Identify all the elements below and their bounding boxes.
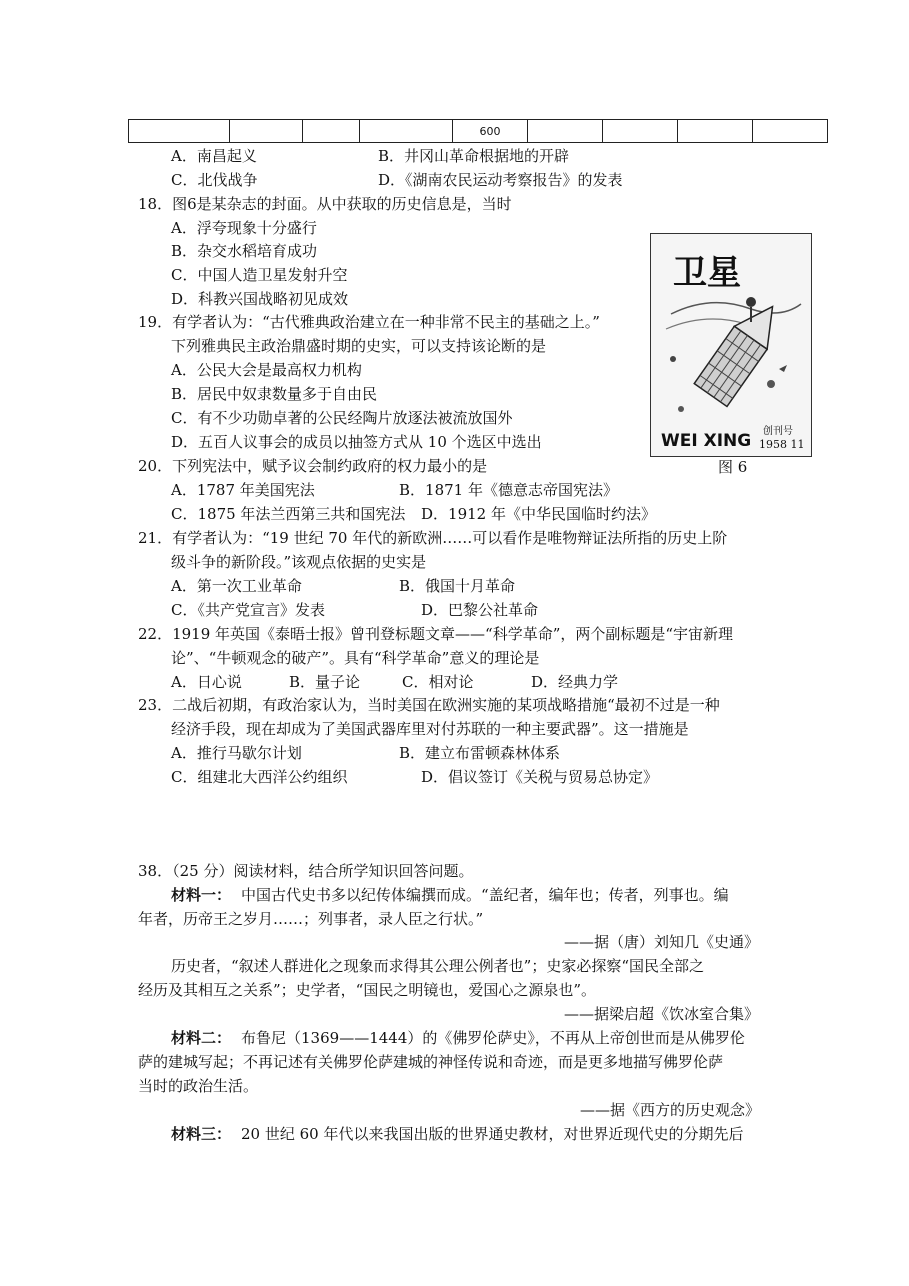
q18-option-d: D．科教兴国战略初见成效: [171, 290, 349, 308]
q20-option-b: B．1871 年《德意志帝国宪法》: [399, 481, 618, 499]
table-cell: 600: [453, 120, 528, 143]
q21-option-b: B．俄国十月革命: [399, 577, 516, 595]
table-cell: [230, 120, 303, 143]
q18-option-b: B．杂交水稻培育成功: [171, 242, 318, 260]
table-cell: [603, 120, 678, 143]
rocket-illustration: [651, 234, 811, 456]
q21-option-d: D．巴黎公社革命: [421, 601, 539, 619]
q23-stem-line2: 经济手段，现在却成为了美国武器库里对付苏联的一种主要武器”。这一措施是: [171, 720, 689, 738]
q38-material2-source: ——据《西方的历史观念》: [580, 1101, 761, 1119]
q17-option-d: D．《湖南农民运动考察报告》的发表: [378, 171, 623, 189]
q23-option-b: B．建立布雷顿森林体系: [399, 744, 561, 762]
q22-option-a: A．日心说: [171, 673, 242, 691]
material2-text: 布鲁尼（1369——1444）的《佛罗伦萨史》，不再从上帝创世而是从佛罗伦: [241, 1029, 745, 1047]
q22-option-c: C．相对论: [402, 673, 474, 691]
q38-stem: 38．（25 分）阅读材料，结合所学知识回答问题。: [138, 862, 474, 880]
cover-pinyin: WEI XING: [661, 431, 752, 451]
figure-caption: 图 6: [718, 458, 748, 476]
material3-label: 材料三：: [171, 1125, 232, 1143]
q38-material1-line2: 年者，历帝王之岁月……；列事者，录人臣之行状。”: [138, 910, 484, 928]
q21-stem-line2: 级斗争的新阶段。”该观点依据的史实是: [171, 553, 427, 571]
table-cell: [528, 120, 603, 143]
cover-issue: 创刊号: [763, 426, 793, 437]
q21-option-a: A．第一次工业革命: [171, 577, 302, 595]
q20-option-a: A．1787 年美国宪法: [171, 481, 315, 499]
answer-table: [128, 119, 828, 143]
material1-label: 材料一：: [171, 886, 232, 904]
q38-material1-line4: 经历及其相互之关系”；史学者，“国民之明镜也，爱国心之源泉也”。: [138, 981, 597, 999]
q19-option-a: A．公民大会是最高权力机构: [171, 361, 362, 379]
q20-option-c: C．1875 年法兰西第三共和国宪法: [171, 505, 406, 523]
table-cell: [753, 120, 828, 143]
q38-material2-line3: 当时的政治生活。: [138, 1077, 259, 1095]
q17-option-a: A．南昌起义: [171, 147, 257, 165]
q23-option-c: C．组建北大西洋公约组织: [171, 768, 348, 786]
q19-option-d: D．五百人议事会的成员以抽签方式从 10 个选区中选出: [171, 433, 542, 451]
q23-option-d: D．倡议签订《关税与贸易总协定》: [421, 768, 659, 786]
magazine-cover-figure: [650, 233, 812, 457]
q19-stem-line1: 19．有学者认为：“古代雅典政治建立在一种非常不民主的基础之上。”: [138, 313, 600, 331]
q21-option-c: C．《共产党宣言》发表: [171, 601, 325, 619]
material3-text: 20 世纪 60 年代以来我国出版的世界通史教材，对世界近现代史的分期先后: [241, 1125, 744, 1143]
q22-option-d: D．经典力学: [531, 673, 619, 691]
material2-label: 材料二：: [171, 1029, 232, 1047]
q38-material2-line1: [171, 1027, 745, 1049]
table-cell: [360, 120, 453, 143]
q19-stem-line2: 下列雅典民主政治鼎盛时期的史实，可以支持该论断的是: [171, 337, 547, 355]
q22-option-b: B．量子论: [289, 673, 361, 691]
q38-material2-line2: 萨的建城写起；不再记述有关佛罗伦萨建城的神怪传说和奇迹，而是更多地描写佛罗伦萨: [138, 1053, 724, 1071]
table-cell: [303, 120, 360, 143]
q17-option-c: C．北伐战争: [171, 171, 258, 189]
cover-title: 卫星: [673, 253, 741, 293]
q38-material3-line1: [171, 1123, 744, 1145]
q18-stem: 18．图6是某杂志的封面。从中获取的历史信息是，当时: [138, 195, 512, 213]
q18-option-c: C．中国人造卫星发射升空: [171, 266, 348, 284]
table-cell: [129, 120, 230, 143]
q38-material1-source: ——据（唐）刘知几《史通》: [564, 933, 760, 951]
q18-option-a: A．浮夸现象十分盛行: [171, 219, 317, 237]
q17-option-b: B．井冈山革命根据地的开辟: [378, 147, 570, 165]
q19-option-b: B．居民中奴隶数量多于自由民: [171, 385, 378, 403]
q23-option-a: A．推行马歇尔计划: [171, 744, 302, 762]
q20-option-d: D．1912 年《中华民国临时约法》: [421, 505, 656, 523]
cover-date: 1958 11: [759, 438, 805, 451]
table-row: [129, 120, 828, 143]
q19-option-c: C．有不少功勋卓著的公民经陶片放逐法被流放国外: [171, 409, 513, 427]
q38-material1-line3: 历史者，“叙述人群进化之现象而求得其公理公例者也”；史家必探察“国民全部之: [171, 957, 705, 975]
q21-stem-line1: 21．有学者认为：“19 世纪 70 年代的新欧洲……可以看作是唯物辩证法所指的历史上阶: [138, 529, 728, 547]
q38-material1-line1: [171, 884, 729, 906]
q22-stem-line2: 论”、“牛顿观念的破产”。具有“科学革命”意义的理论是: [171, 649, 540, 667]
q22-stem-line1: 22．1919 年英国《泰晤士报》曾刊登标题文章——“科学革命”，两个副标题是“宇宙新理: [138, 625, 734, 643]
q20-stem: 20．下列宪法中，赋予议会制约政府的权力最小的是: [138, 457, 488, 475]
q23-stem-line1: 23．二战后初期，有政治家认为，当时美国在欧洲实施的某项战略措施“最初不过是一种: [138, 696, 720, 714]
material1-text: 中国古代史书多以纪传体编撰而成。“盖纪者，编年也；传者，列事也。编: [241, 886, 729, 904]
q38-material1-source2: ——据梁启超《饮冰室合集》: [564, 1005, 760, 1023]
table-cell: [678, 120, 753, 143]
